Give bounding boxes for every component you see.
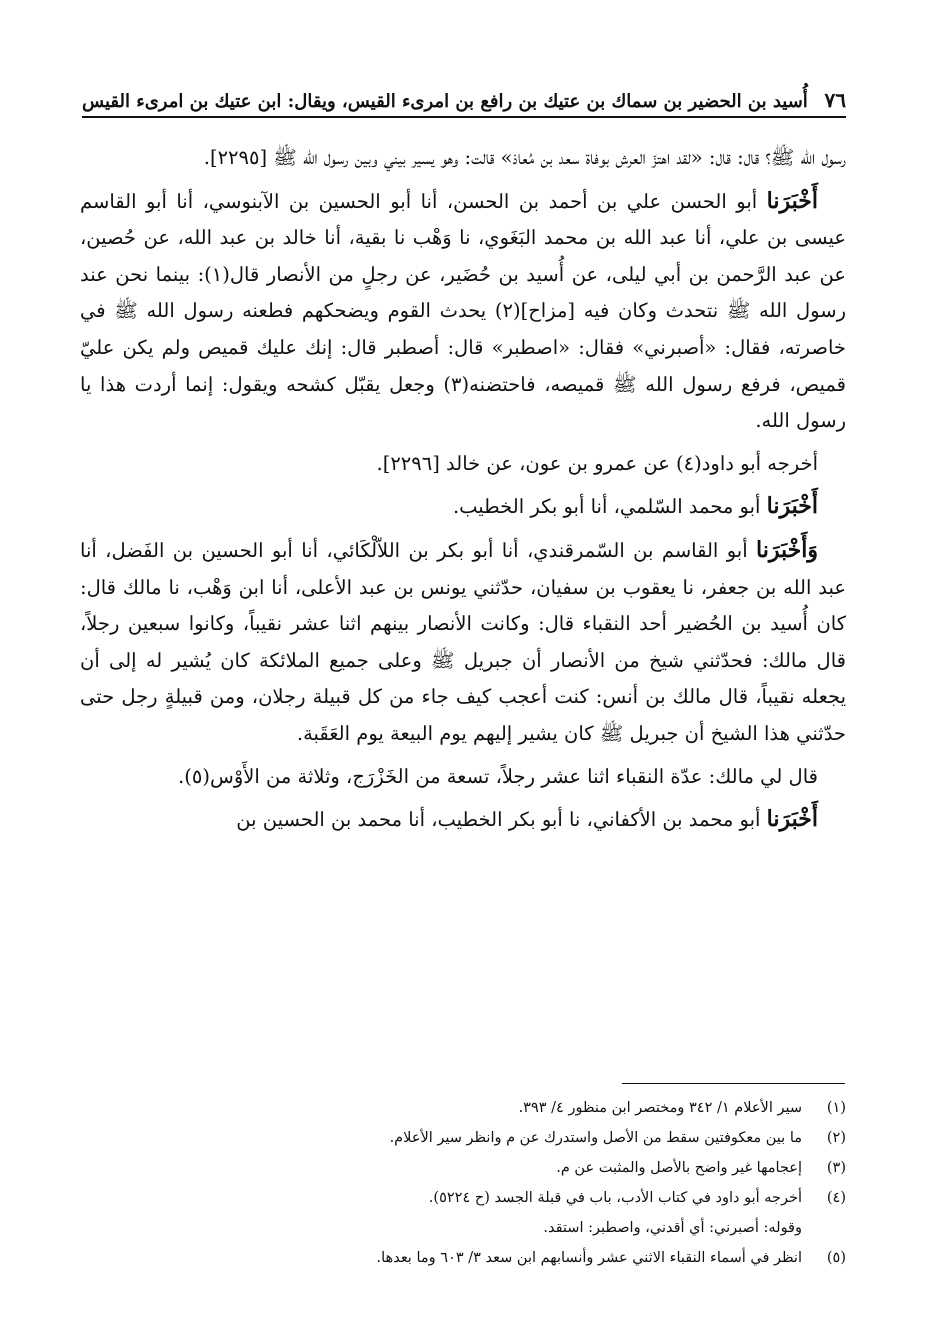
paragraph-malik: [80, 759, 846, 796]
running-title: أُسيد بن الحضير بن سماك بن عتيك بن رافع بن امرىء القيس، ويقال: ابن عتيك بن امرىء القيس: [82, 91, 808, 112]
paragraph-isnad: [80, 801, 846, 839]
footnote-number: (٤): [826, 1190, 846, 1206]
footnote-text: انظر في أسماء النقباء الاثني عشر وأنسابهم ابن سعد ٣/ ٦٠٣ وما بعدها.: [376, 1250, 802, 1266]
paragraph-text: أبو محمد السّلمي، أنا أبو بكر الخطيب.: [452, 495, 767, 519]
footnote-number: (١): [826, 1100, 846, 1116]
footnote: [300, 1183, 846, 1213]
paragraph-text: قال لي مالك: عدّة النقباء اثنا عشر رجلاً، تسعة من الخَزْرَج، وثلاثة من الأَوْس(٥).: [178, 764, 818, 788]
footnote-text: وقوله: أصبرني: أي أقدني، واصطبر: استقد.: [543, 1220, 802, 1236]
paragraph-text: أبو محمد بن الأكفاني، نا أبو بكر الخطيب، أنا محمد بن الحسين بن: [236, 808, 767, 832]
main-text: [80, 140, 846, 845]
footnote-text: أخرجه أبو داود في كتاب الأدب، باب في قبلة الجسد (ح ٥٢٢٤).: [428, 1190, 802, 1206]
akhbarana-keyword: أَخْبَرَنا: [766, 806, 818, 833]
akhbarana-keyword: أَخْبَرَنا: [766, 187, 818, 214]
footnote-text: ما بين معكوفتين سقط من الأصل واستدرك عن م وانظر سير الأعلام.: [389, 1130, 802, 1146]
footnote: [300, 1093, 846, 1123]
paragraph-isnad: [80, 532, 846, 753]
paragraph-text: رسول الله ﷺ؟ قال: قال: «لقد اهتزّ العرش بوفاة سعد بن مُعاذ» قالت: وهو يسير بيني وبين رسول الله ﷺ [٢٢٩٥].: [203, 146, 846, 169]
page-header: [82, 78, 846, 118]
paragraph-text: أبو الحسن علي بن أحمد بن الحسن، أنا أبو الحسين بن الآبنوسي، أنا أبو القاسم عيسى بن علي، أنا عبد الله بن محمد البَغَوي، نا وَهْب نا بقية، أنا خالد بن عبد الله، عن حُصين، عن عبد الرَّحمن بن أبي ليلى، عن أُسيد بن حُضَير، عن رجلٍ من الأنصار قال(١): بينما نحن عند رسول الله ﷺ نتحدث وكان فيه [مزاح](٢) يحدث القوم ويضحكهم فطعنه رسول الله ﷺ في خاصرته، فقال: «أصبرني» فقال: «اصطبر» قال: أصطبر قال: إنك عليك قميص ولم يكن عليّ قميص، فرفع رسول الله ﷺ قميصه، فاحتضنه(٣) وجعل يقبّل كشحه ويقول: إنما أردت هذا يا رسول الله.: [80, 189, 846, 433]
akhbarana-keyword: وَأَخْبَرَنا: [756, 536, 818, 563]
footnote: [300, 1243, 846, 1273]
footnote-divider: [622, 1083, 845, 1084]
footnote-continuation: [300, 1213, 846, 1243]
footnote-number: (٥): [826, 1250, 846, 1266]
page-number: ٧٦: [824, 88, 846, 112]
footnote: [300, 1123, 846, 1153]
footnote-text: إعجامها غير واضح بالأصل والمثبت عن م.: [556, 1160, 802, 1176]
paragraph-text: أخرجه أبو داود(٤) عن عمرو بن عون، عن خالد [٢٢٩٦].: [376, 451, 818, 475]
footnote-text: سير الأعلام ١/ ٣٤٢ ومختصر ابن منظور ٤/ ٣٩٣.: [518, 1100, 802, 1116]
footnote-number: (٢): [826, 1130, 846, 1146]
paragraph-takhrij: [80, 446, 846, 483]
footnote: [300, 1153, 846, 1183]
footnotes: [300, 1093, 846, 1273]
paragraph-isnad: [80, 488, 846, 526]
paragraph-text: أبو القاسم بن السّمرقندي، أنا أبو بكر بن اللاّلْكَائي، أنا أبو الحسين بن الفَضل، أنا عبد الله بن جعفر، نا يعقوب بن سفيان، حدّثني يونس بن عبد الأعلى، أنا ابن وَهْب، نا مالك قال: كان أُسيد بن الحُضير أحد النقباء قال: وكانت الأنصار بينهم اثنا عشر نقيباً، وكانوا سبعين رجلاً، قال مالك: فحدّثني شيخ من الأنصار أن جبريل ﷺ وعلى جميع الملائكة كان يُشير له إلى أن يجعله نقيباً، قال مالك بن أنس: كنت أعجب كيف جاء من كل قبيلة رجلان، ومن قبيلةٍ رجل حتى حدّثني هذا الشيخ أن جبريل ﷺ كان يشير إليهم يوم البيعة يوم العَقَبة.: [80, 538, 846, 745]
akhbarana-keyword: أَخْبَرَنا: [766, 493, 818, 520]
paragraph-isnad: [80, 183, 846, 440]
paragraph-continuation: [80, 140, 846, 177]
footnote-number: (٣): [826, 1160, 846, 1176]
